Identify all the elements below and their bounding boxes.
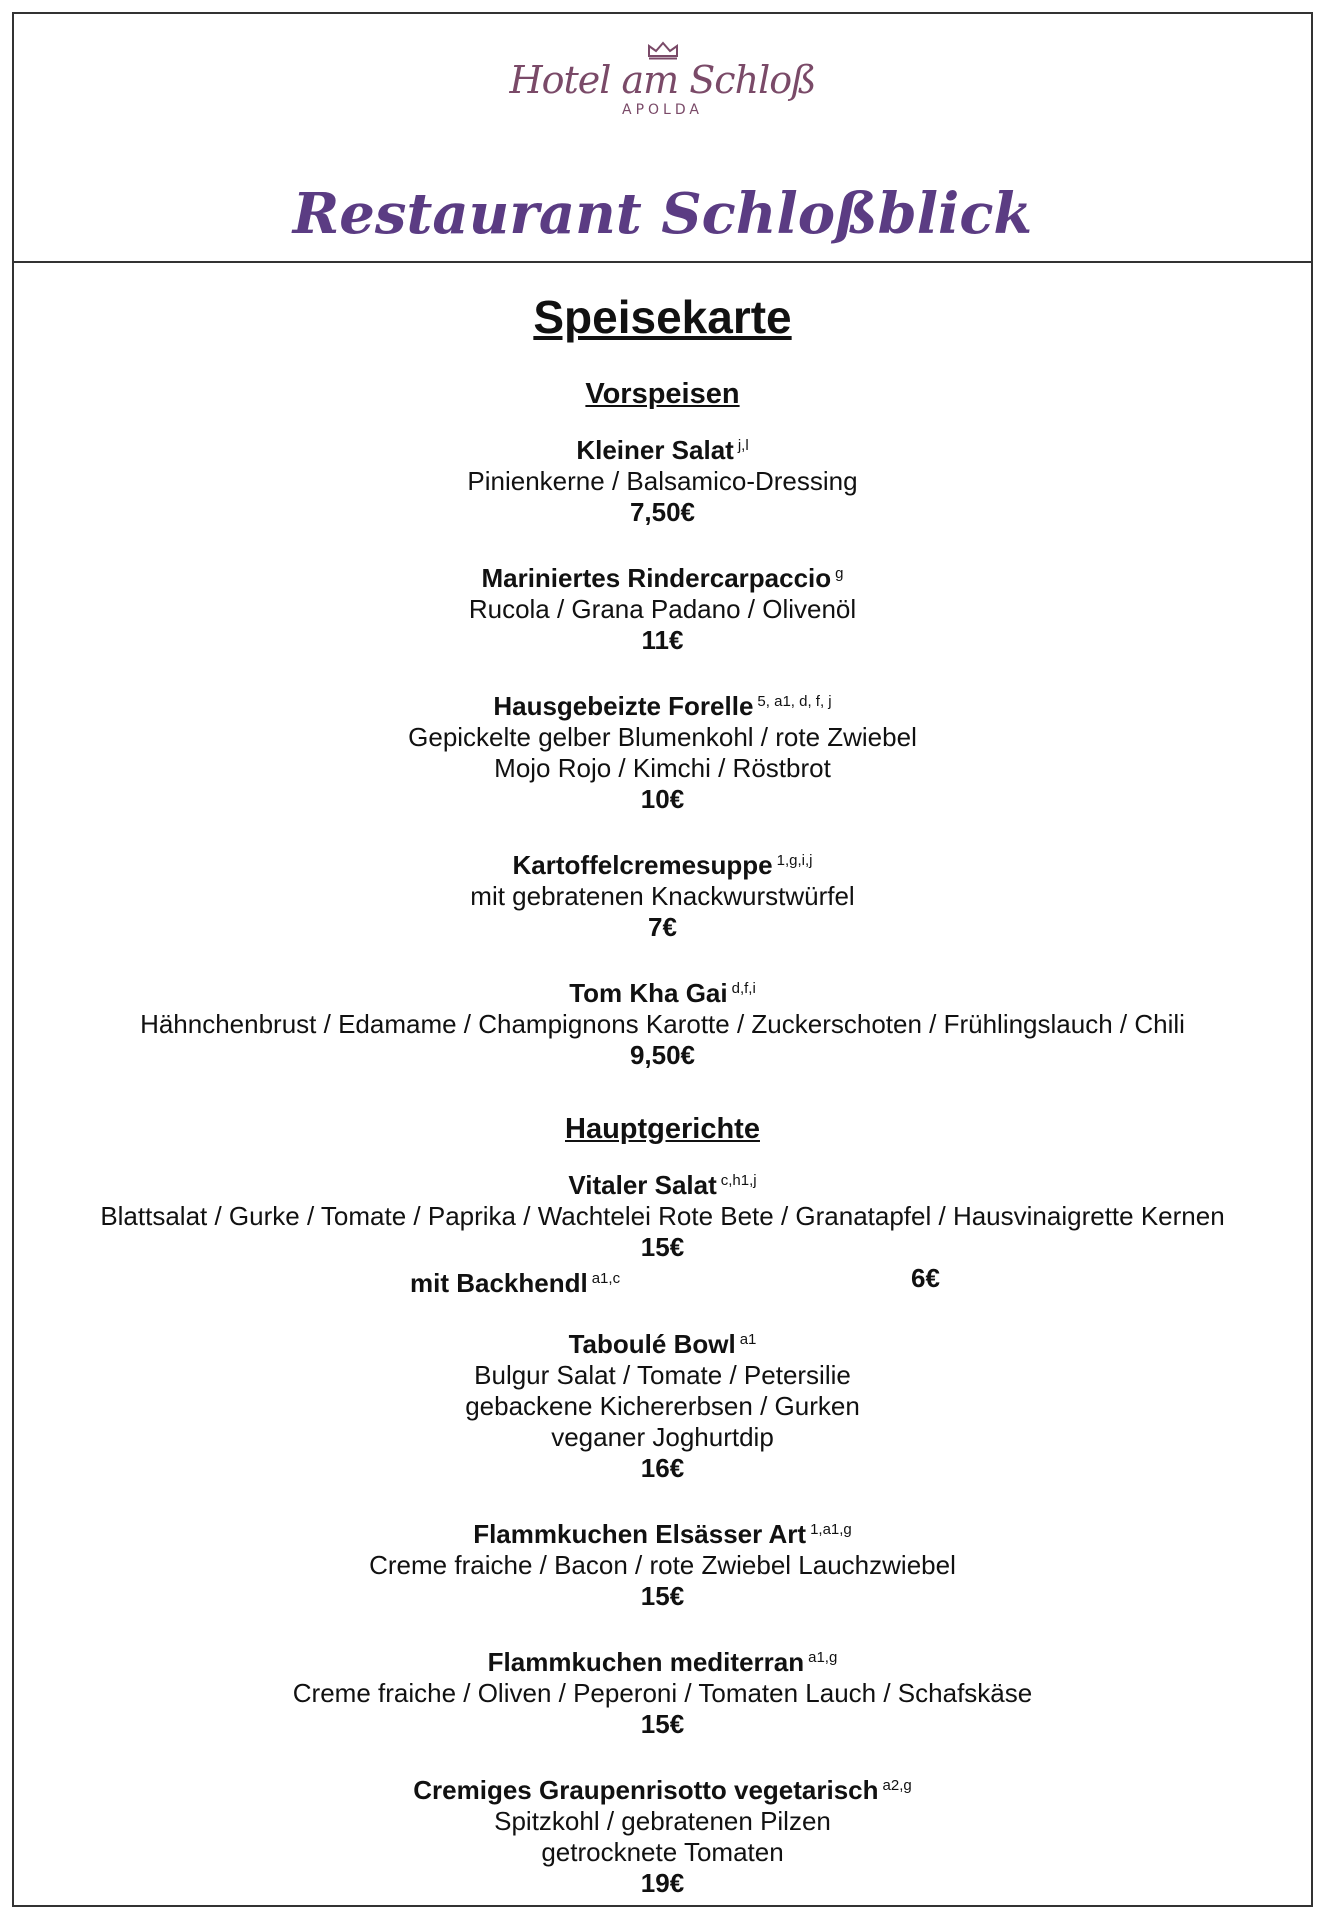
dish-description: Mojo Rojo / Kimchi / Röstbrot (494, 753, 831, 783)
dish-name: Cremiges Graupenrisotto vegetarisch $^{a2,g}$ (413, 1775, 912, 1805)
dish-item (14, 1642, 1311, 1740)
dish-item (14, 845, 1311, 943)
addon-label: mit Backhendl $^{a1,c}$ (410, 1268, 621, 1298)
section-hauptgerichte (14, 1109, 1311, 1899)
dish-price: 15€ (640, 1581, 685, 1611)
restaurant-name: Restaurant Schloßblick (292, 181, 1033, 247)
dish-description: Creme fraiche / Bacon / rote Zwiebel Lauchzwiebel (369, 1550, 956, 1580)
dish-description: Creme fraiche / Oliven / Peperoni / Tomaten Lauch / Schafskäse (292, 1678, 1033, 1708)
allergen-codes: a1,c (591, 1270, 621, 1287)
dish-description: veganer Joghurtdip (551, 1422, 774, 1452)
dish-name: Taboulé Bowl $^{a1}$ (568, 1329, 757, 1359)
menu-frame (12, 12, 1313, 1907)
dish-name: Tom Kha Gai $^{d,f,i}$ (569, 978, 756, 1008)
allergen-codes: g (835, 565, 844, 582)
dish-item (14, 1165, 1311, 1298)
dish-description: gebackene Kichererbsen / Gurken (465, 1391, 860, 1421)
logo-city: APOLDA (622, 102, 703, 118)
dish-description: Hähnchenbrust / Edamame / Champignons Karotte / Zuckerschoten / Frühlingslauch / Chili (140, 1009, 1185, 1039)
allergen-codes: 1,g,i,j (776, 852, 813, 869)
addon-price: 6€ (911, 1263, 940, 1293)
dish-description: Pinienkerne / Balsamico-Dressing (467, 466, 858, 496)
dish-description: mit gebratenen Knackwurstwürfel (470, 881, 855, 911)
dish-price: 15€ (640, 1709, 685, 1739)
dish-description: Rucola / Grana Padano / Olivenöl (468, 594, 857, 624)
menu-header (14, 14, 1311, 263)
allergen-codes: 5, a1, d, f, j (757, 693, 832, 710)
dish-item (14, 558, 1311, 656)
hotel-logo (14, 40, 1311, 118)
logo-script-text: Hotel am Schloß (509, 58, 816, 102)
allergen-codes: j,l (737, 437, 749, 454)
dish-description: Bulgur Salat / Tomate / Petersilie (474, 1360, 851, 1390)
dish-item (14, 1770, 1311, 1899)
dish-description: Gepickelte gelber Blumenkohl / rote Zwiebel (408, 722, 917, 752)
dish-item (14, 686, 1311, 815)
dish-price: 7,50€ (629, 497, 696, 527)
dish-name: Kleiner Salat $^{j,l}$ (576, 435, 749, 465)
dish-price: 15€ (640, 1232, 685, 1262)
dish-name: Vitaler Salat $^{c,h1,j}$ (568, 1170, 757, 1200)
menu-content (14, 288, 1311, 1929)
dish-item (14, 1514, 1311, 1612)
dish-name: Flammkuchen Elsässer Art $^{1,a1,g}$ (473, 1519, 852, 1549)
dish-price: 19€ (640, 1868, 685, 1898)
dish-price: 9,50€ (629, 1040, 696, 1070)
dish-price: 10€ (640, 784, 685, 814)
dish-name: Flammkuchen mediterran $^{a1,g}$ (487, 1647, 838, 1677)
section-title: Vorspeisen (585, 378, 740, 410)
dish-name: Kartoffelcremesuppe $^{1,g,i,j}$ (512, 850, 813, 880)
dish-price: 7€ (648, 912, 677, 942)
dish-description: getrocknete Tomaten (541, 1837, 784, 1867)
dish-name: Hausgebeizte Forelle $^{5, a1, d, f, j}$ (493, 691, 832, 721)
dish-item (14, 430, 1311, 528)
allergen-codes: a1 (739, 1331, 757, 1348)
section-title: Hauptgerichte (565, 1113, 760, 1145)
allergen-codes: 1,a1,g (810, 1521, 852, 1538)
crown-icon (646, 40, 680, 60)
dish-addon (14, 1263, 1311, 1298)
dish-item (14, 1324, 1311, 1484)
menu-title: Speisekarte (533, 291, 792, 343)
allergen-codes: a1,g (808, 1649, 838, 1666)
dish-item (14, 973, 1311, 1071)
allergen-codes: a2,g (882, 1777, 912, 1794)
dish-description: Blattsalat / Gurke / Tomate / Paprika / Wachtelei Rote Bete / Granatapfel / Hausvinaigrette Kernen (100, 1201, 1225, 1231)
section-vorspeisen (14, 374, 1311, 1071)
dish-description: Spitzkohl / gebratenen Pilzen (494, 1806, 831, 1836)
allergen-codes: d,f,i (731, 980, 756, 997)
allergen-codes: c,h1,j (720, 1172, 757, 1189)
dish-name: Mariniertes Rindercarpaccio $^g$ (481, 563, 844, 593)
dish-price: 16€ (640, 1453, 685, 1483)
dish-price: 11€ (641, 625, 684, 655)
